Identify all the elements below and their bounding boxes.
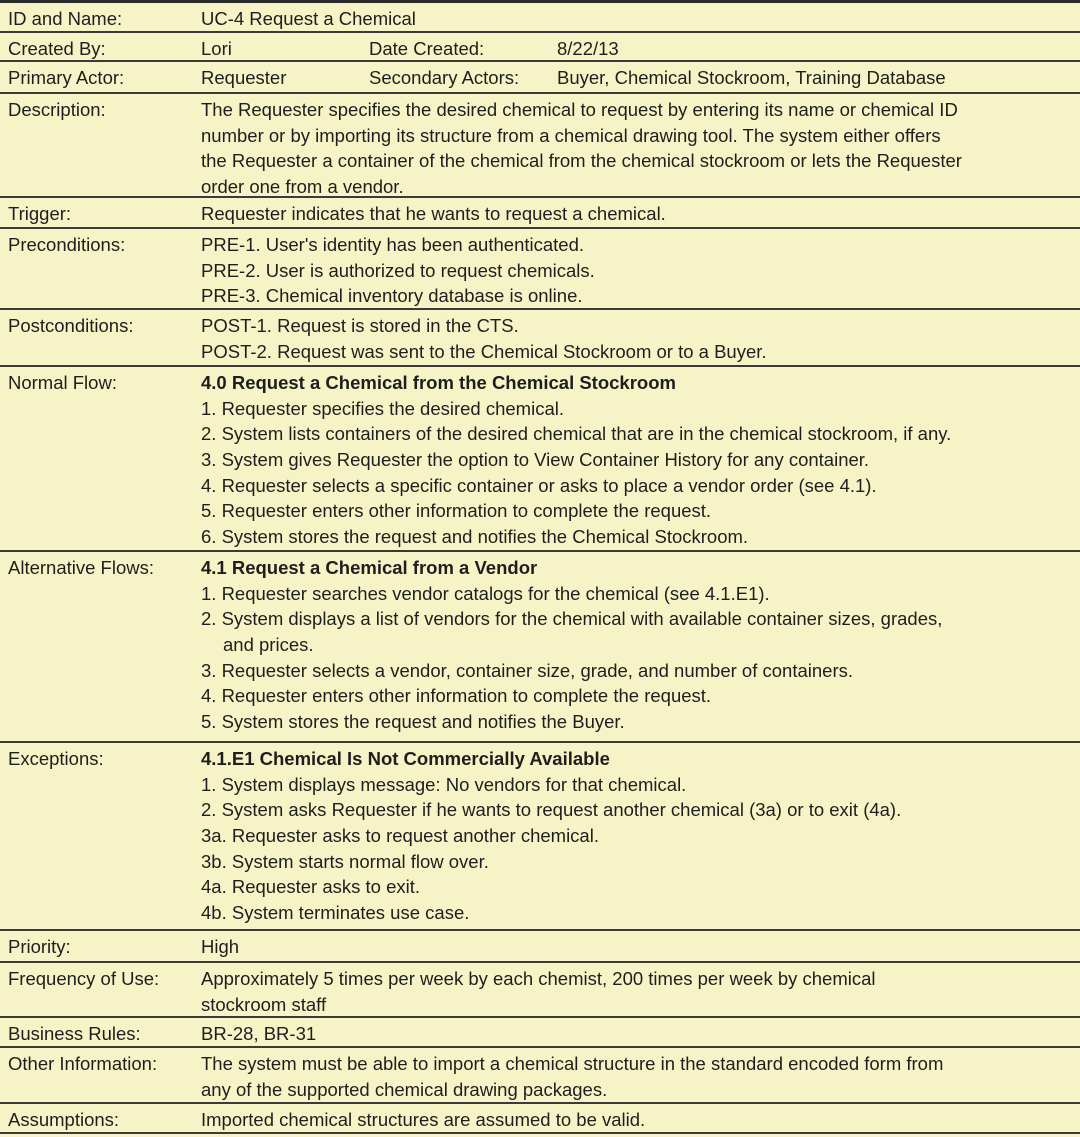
row-value <box>201 1107 1076 1133</box>
row-created-by <box>0 33 1080 62</box>
row-label: ID and Name: <box>8 8 123 29</box>
value-line: POST-2. Request was sent to the Chemical Stockroom or to a Buyer. <box>201 340 767 362</box>
value-line: The system must be able to import a chemical structure in the standard encoded form from <box>201 1053 944 1074</box>
row-value <box>201 934 1076 960</box>
value-line: UC-4 Request a Chemical <box>201 8 416 29</box>
row-label: Priority: <box>8 936 71 957</box>
value-line: PRE-3. Chemical inventory database is online. <box>201 285 583 307</box>
value-line: 4. Requester enters other information to complete the request. <box>201 685 712 707</box>
value-line: 4. Requester selects a specific container or asks to place a vendor order (see 4.1). <box>201 474 877 496</box>
row-business-rules <box>0 1018 1080 1048</box>
row-value <box>201 1051 1076 1102</box>
row-value <box>201 746 1076 926</box>
value-line: order one from a vendor. <box>201 176 404 198</box>
row-label: Normal Flow: <box>8 372 117 393</box>
value-line: PRE-1. User's identity has been authenticated. <box>201 234 584 255</box>
row-description <box>0 94 1080 198</box>
row-primary-actor <box>0 62 1080 94</box>
row-normal-flow <box>0 367 1080 552</box>
flow-heading: 4.1 Request a Chemical from a Vendor <box>201 557 538 578</box>
row-other-information <box>0 1048 1080 1104</box>
value-line: 2. System asks Requester if he wants to request another chemical (3a) or to exit (4a). <box>201 799 902 821</box>
value-line: any of the supported chemical drawing packages. <box>201 1078 608 1100</box>
value-line: BR-28, BR-31 <box>201 1023 317 1044</box>
row-id-and-name <box>0 3 1080 33</box>
value-line: 1. System displays message: No vendors for that chemical. <box>201 773 687 795</box>
value-line: stockroom staff <box>201 993 327 1015</box>
row-label: Exceptions: <box>8 748 104 769</box>
row-value <box>201 1021 1076 1047</box>
row-postconditions <box>0 310 1080 367</box>
value-line: 3. System gives Requester the option to View Container History for any container. <box>201 449 870 471</box>
value-line: The Requester specifies the desired chemical to request by entering its name or chemical ID <box>201 99 958 120</box>
row-value <box>201 232 1076 309</box>
row-value <box>201 6 1076 32</box>
value-line: number or by importing its structure from a chemical drawing tool. The system either offers <box>201 124 941 146</box>
row-value <box>201 97 1076 200</box>
field-value: Requester <box>201 67 287 88</box>
field-label: Secondary Actors: <box>369 67 520 88</box>
row-label: Assumptions: <box>8 1109 120 1130</box>
flow-heading: 4.1.E1 Chemical Is Not Commercially Available <box>201 748 610 769</box>
value-line: Imported chemical structures are assumed to be valid. <box>201 1109 646 1130</box>
row-preconditions <box>0 229 1080 310</box>
row-label: Other Information: <box>8 1053 158 1074</box>
row-assumptions <box>0 1104 1080 1134</box>
row-label: Preconditions: <box>8 234 126 255</box>
row-label: Business Rules: <box>8 1023 141 1044</box>
value-line: 2. System lists containers of the desired chemical that are in the chemical stockroom, if any. <box>201 423 952 445</box>
row-trigger <box>0 198 1080 229</box>
value-line: 3a. Requester asks to request another chemical. <box>201 825 599 847</box>
value-line: 4b. System terminates use case. <box>201 902 470 924</box>
value-line: 5. System stores the request and notifies the Buyer. <box>201 711 625 733</box>
value-line: High <box>201 936 240 957</box>
row-label: Created By: <box>8 38 106 59</box>
value-line: POST-1. Request is stored in the CTS. <box>201 315 519 336</box>
row-label: Alternative Flows: <box>8 557 154 578</box>
row-value <box>201 966 1076 1017</box>
row-frequency-of-use <box>0 963 1080 1018</box>
row-label: Trigger: <box>8 203 72 224</box>
value-line: Approximately 5 times per week by each chemist, 200 times per week by chemical <box>201 968 876 989</box>
flow-heading: 4.0 Request a Chemical from the Chemical Stockroom <box>201 372 676 393</box>
field-label: Date Created: <box>369 38 485 59</box>
field-value: Lori <box>201 38 232 59</box>
row-label: Description: <box>8 99 106 120</box>
value-line: 1. Requester searches vendor catalogs for the chemical (see 4.1.E1). <box>201 582 770 604</box>
row-value <box>201 555 1076 735</box>
value-line: 1. Requester specifies the desired chemical. <box>201 397 564 419</box>
row-value <box>201 370 1076 550</box>
row-value <box>201 313 1076 364</box>
row-value <box>201 201 1076 227</box>
value-line: 3. Requester selects a vendor, container size, grade, and number of containers. <box>201 659 853 681</box>
value-line: PRE-2. User is authorized to request chemicals. <box>201 259 595 281</box>
field-value: 8/22/13 <box>557 38 619 59</box>
row-label: Postconditions: <box>8 315 134 336</box>
value-line: Requester indicates that he wants to request a chemical. <box>201 203 666 224</box>
row-exceptions <box>0 743 1080 931</box>
value-line: and prices. <box>223 634 314 656</box>
value-line: 2. System displays a list of vendors for the chemical with available container sizes, grades, <box>201 608 943 630</box>
row-label: Primary Actor: <box>8 67 125 88</box>
value-line: 6. System stores the request and notifies the Chemical Stockroom. <box>201 526 749 548</box>
value-line: the Requester a container of the chemical from the chemical stockroom or lets the Requester <box>201 150 962 172</box>
field-value: Buyer, Chemical Stockroom, Training Database <box>557 67 946 88</box>
row-alternative-flows <box>0 552 1080 743</box>
value-line: 5. Requester enters other information to complete the request. <box>201 500 712 522</box>
row-priority <box>0 931 1080 963</box>
value-line: 4a. Requester asks to exit. <box>201 876 421 898</box>
value-line: 3b. System starts normal flow over. <box>201 850 489 872</box>
row-label: Frequency of Use: <box>8 968 160 989</box>
